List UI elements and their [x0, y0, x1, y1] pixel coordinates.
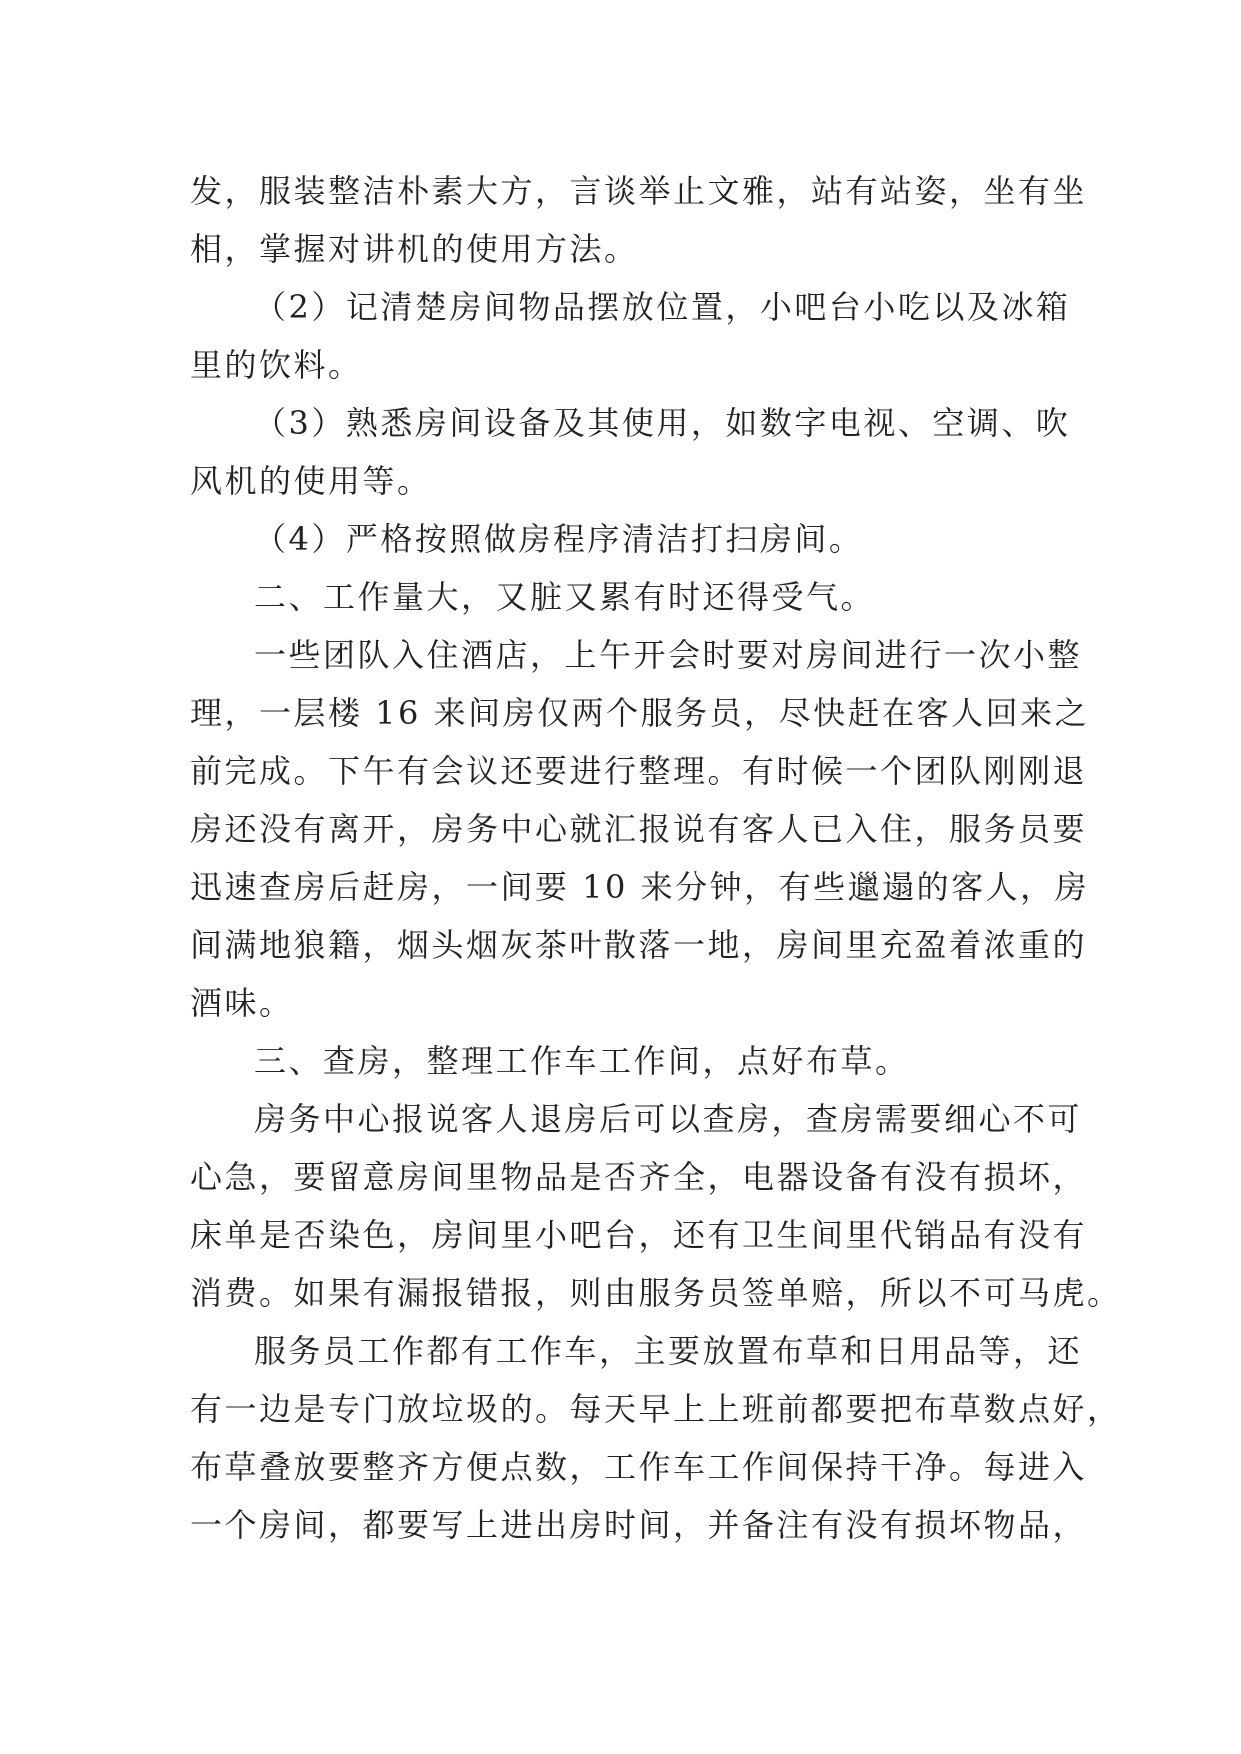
text-line: 消费。如果有漏报错报，则由服务员签单赔，所以不可马虎。 [190, 1274, 1122, 1312]
text-line: （2）记清楚房间物品摆放位置，小吧台小吃以及冰箱 [254, 288, 1071, 326]
text-line: 心急，要留意房间里物品是否齐全，电器设备有没有损坏， [190, 1158, 1088, 1196]
text-line: 前完成。下午有会议还要进行整理。有时候一个团队刚刚退 [190, 752, 1088, 790]
text-line: 房还没有离开，房务中心就汇报说有客人已入住，服务员要 [190, 810, 1088, 848]
body-text [190, 162, 1122, 1554]
text-line: 一些团队入住酒店，上午开会时要对房间进行一次小整 [254, 636, 1083, 674]
text-line: 风机的使用等。 [190, 462, 432, 500]
text-line: 酒味。 [190, 984, 294, 1022]
text-line: 理，一层楼 16 来间房仅两个服务员，尽快赶在客人回来之 [190, 694, 1090, 732]
text-line: 相，掌握对讲机的使用方法。 [190, 230, 639, 268]
text-line: （3）熟悉房间设备及其使用，如数字电视、空调、吹 [254, 404, 1071, 442]
text-line: 房务中心报说客人退房后可以查房，查房需要细心不可 [254, 1100, 1083, 1138]
text-line: （4）严格按照做房程序清洁打扫房间。 [254, 520, 864, 558]
text-line: 里的饮料。 [190, 346, 363, 384]
section-heading: 三、查房，整理工作车工作间，点好布草。 [254, 1042, 910, 1080]
text-line: 服务员工作都有工作车，主要放置布草和日用品等，还 [254, 1332, 1083, 1370]
section-heading: 二、工作量大，又脏又累有时还得受气。 [254, 578, 876, 616]
text-line: 迅速查房后赶房，一间要 10 来分钟，有些邋遢的客人，房 [190, 868, 1090, 906]
text-line: 布草叠放要整齐方便点数，工作车工作间保持干净。每进入 [190, 1448, 1088, 1486]
text-line: 床单是否染色，房间里小吧台，还有卫生间里代销品有没有 [190, 1216, 1088, 1254]
text-line: 间满地狼籍，烟头烟灰茶叶散落一地，房间里充盈着浓重的 [190, 926, 1088, 964]
text-line: 一个房间，都要写上进出房时间，并备注有没有损坏物品， [190, 1506, 1088, 1544]
text-line: 发，服装整洁朴素大方，言谈举止文雅，站有站姿，坐有坐 [190, 172, 1088, 210]
text-line: 有一边是专门放垃圾的。每天早上上班前都要把布草数点好， [190, 1390, 1122, 1428]
